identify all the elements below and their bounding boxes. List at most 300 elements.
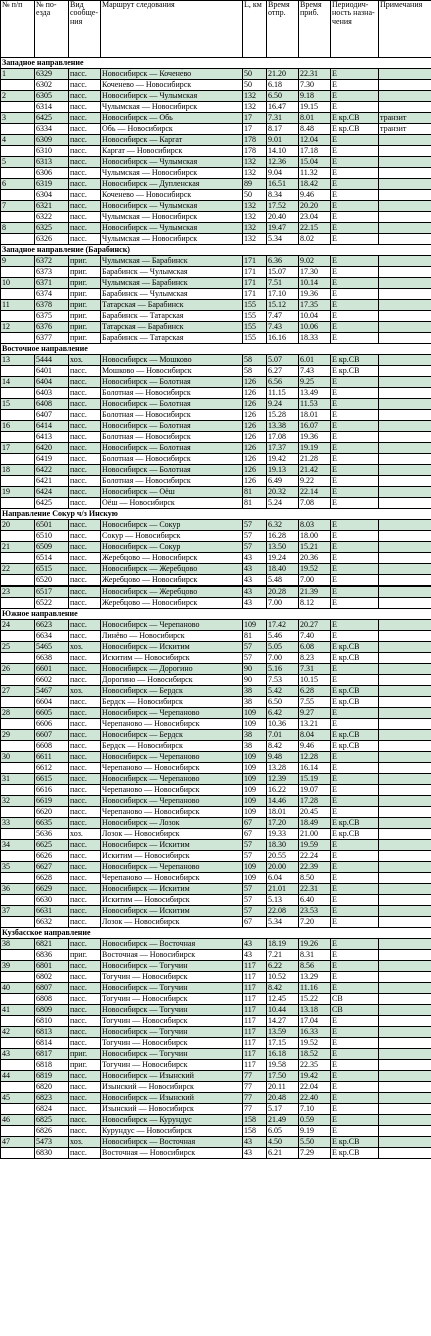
table-row — [1, 476, 431, 487]
cell-departure: 7.31 — [267, 113, 299, 124]
col-header-distance: L, км — [243, 1, 267, 58]
cell-departure: 6.50 — [267, 91, 299, 102]
cell-train: 6515 — [35, 564, 69, 575]
cell-notes — [379, 1016, 431, 1027]
table-row — [1, 1016, 431, 1027]
cell-distance: 90 — [243, 664, 267, 675]
cell-number: 34 — [1, 840, 35, 851]
cell-notes — [379, 465, 431, 476]
cell-route: Новосибирск — Бердск — [101, 686, 243, 697]
cell-route: Новосибирск — Искитим — [101, 906, 243, 917]
cell-number — [1, 873, 35, 884]
cell-frequency: Е — [331, 333, 379, 344]
cell-frequency: Е — [331, 785, 379, 796]
cell-departure: 5.16 — [267, 664, 299, 675]
cell-number — [1, 807, 35, 818]
cell-train: 6302 — [35, 80, 69, 91]
cell-notes — [379, 454, 431, 465]
table-row — [1, 399, 431, 410]
col-header-number: № п/п — [1, 1, 35, 58]
cell-notes — [379, 553, 431, 564]
cell-frequency: Е — [331, 664, 379, 675]
cell-distance: 43 — [243, 939, 267, 950]
table-row — [1, 840, 431, 851]
cell-arrival: 18.49 — [299, 818, 331, 829]
cell-distance: 171 — [243, 256, 267, 267]
cell-departure: 17.50 — [267, 1071, 299, 1082]
cell-distance: 50 — [243, 69, 267, 80]
cell-arrival: 9.46 — [299, 741, 331, 752]
table-row — [1, 1137, 431, 1148]
cell-departure: 5.24 — [267, 498, 299, 509]
table-row — [1, 311, 431, 322]
cell-distance: 132 — [243, 91, 267, 102]
cell-distance: 57 — [243, 542, 267, 553]
cell-frequency: Е — [331, 895, 379, 906]
cell-arrival: 21.00 — [299, 829, 331, 840]
cell-frequency: Е — [331, 972, 379, 983]
cell-route: Бердск — Новосибирск — [101, 741, 243, 752]
cell-train: 6377 — [35, 333, 69, 344]
cell-arrival: 8.01 — [299, 113, 331, 124]
cell-train: 6371 — [35, 278, 69, 289]
cell-departure: 13.28 — [267, 763, 299, 774]
cell-notes — [379, 421, 431, 432]
cell-notes — [379, 697, 431, 708]
cell-notes — [379, 311, 431, 322]
cell-arrival: 6.01 — [299, 355, 331, 366]
cell-number: 12 — [1, 322, 35, 333]
cell-notes: транзит — [379, 124, 431, 135]
cell-type: пасс. — [69, 807, 101, 818]
table-row — [1, 520, 431, 531]
cell-train: 6814 — [35, 1038, 69, 1049]
cell-notes — [379, 179, 431, 190]
cell-type: пасс. — [69, 586, 101, 598]
cell-departure: 6.42 — [267, 708, 299, 719]
cell-frequency: Е — [331, 851, 379, 862]
cell-number — [1, 212, 35, 223]
cell-train: 6629 — [35, 884, 69, 895]
table-row — [1, 653, 431, 664]
cell-number — [1, 851, 35, 862]
table-row — [1, 1104, 431, 1115]
cell-notes — [379, 80, 431, 91]
cell-frequency: Е — [331, 564, 379, 575]
table-row — [1, 1126, 431, 1137]
cell-notes — [379, 333, 431, 344]
cell-type: пасс. — [69, 80, 101, 91]
cell-train: 6619 — [35, 796, 69, 807]
cell-type: пасс. — [69, 146, 101, 157]
cell-arrival: 22.15 — [299, 223, 331, 234]
cell-distance: 155 — [243, 311, 267, 322]
cell-distance: 50 — [243, 80, 267, 91]
cell-arrival: 8.48 — [299, 124, 331, 135]
cell-route: Новосибирск — Восточная — [101, 939, 243, 950]
cell-train: 6322 — [35, 212, 69, 223]
cell-departure: 15.07 — [267, 267, 299, 278]
table-row — [1, 972, 431, 983]
cell-number: 32 — [1, 796, 35, 807]
cell-train: 6510 — [35, 531, 69, 542]
cell-train: 6608 — [35, 741, 69, 752]
cell-number: 41 — [1, 1005, 35, 1016]
cell-arrival: 7.20 — [299, 917, 331, 928]
cell-number: 2 — [1, 91, 35, 102]
cell-train: 6612 — [35, 763, 69, 774]
table-row — [1, 410, 431, 421]
cell-train: 6620 — [35, 807, 69, 818]
cell-frequency: Е — [331, 807, 379, 818]
cell-departure: 19.47 — [267, 223, 299, 234]
cell-notes — [379, 906, 431, 917]
cell-notes — [379, 300, 431, 311]
cell-frequency: Е — [331, 278, 379, 289]
cell-train: 5636 — [35, 829, 69, 840]
cell-arrival: 6.28 — [299, 686, 331, 697]
cell-type: пасс. — [69, 542, 101, 553]
cell-frequency: Е — [331, 168, 379, 179]
cell-route: Изынский — Новосибирск — [101, 1104, 243, 1115]
cell-frequency: Е — [331, 983, 379, 994]
cell-arrival: 7.08 — [299, 498, 331, 509]
cell-distance: 117 — [243, 1038, 267, 1049]
cell-frequency: Е кр.СВ — [331, 355, 379, 366]
cell-route: Новосибирск — Обь — [101, 113, 243, 124]
cell-arrival: 15.19 — [299, 774, 331, 785]
cell-number: 46 — [1, 1115, 35, 1126]
cell-arrival: 22.31 — [299, 884, 331, 895]
cell-number: 38 — [1, 939, 35, 950]
cell-frequency: Е — [331, 553, 379, 564]
cell-route: Восточная — Новосибирск — [101, 950, 243, 961]
table-row — [1, 807, 431, 818]
cell-notes — [379, 520, 431, 531]
cell-departure: 19.13 — [267, 465, 299, 476]
table-row — [1, 91, 431, 102]
cell-departure: 12.45 — [267, 994, 299, 1005]
cell-train: 6374 — [35, 289, 69, 300]
cell-distance: 57 — [243, 653, 267, 664]
table-row — [1, 906, 431, 917]
cell-number — [1, 1126, 35, 1137]
cell-type: пасс. — [69, 752, 101, 763]
cell-type: пасс. — [69, 520, 101, 531]
cell-number: 40 — [1, 983, 35, 994]
cell-type: пасс. — [69, 906, 101, 917]
cell-frequency: Е — [331, 1115, 379, 1126]
cell-number: 28 — [1, 708, 35, 719]
cell-notes — [379, 708, 431, 719]
cell-type: пасс. — [69, 785, 101, 796]
cell-notes — [379, 355, 431, 366]
cell-distance: 132 — [243, 157, 267, 168]
cell-type: пасс. — [69, 1005, 101, 1016]
table-row — [1, 498, 431, 509]
cell-type: пасс. — [69, 366, 101, 377]
cell-number — [1, 1038, 35, 1049]
cell-arrival: 6.40 — [299, 895, 331, 906]
cell-frequency: Е — [331, 311, 379, 322]
cell-train: 6616 — [35, 785, 69, 796]
cell-train: 6326 — [35, 234, 69, 245]
cell-notes — [379, 851, 431, 862]
cell-route: Новосибирск — Кочене́во — [101, 69, 243, 80]
cell-arrival: 18.00 — [299, 531, 331, 542]
cell-notes — [379, 91, 431, 102]
cell-frequency: Е — [331, 289, 379, 300]
table-row — [1, 531, 431, 542]
cell-route: Новосибирск — Черепаново — [101, 708, 243, 719]
cell-arrival: 15.21 — [299, 542, 331, 553]
cell-frequency: Е — [331, 1093, 379, 1104]
table-row — [1, 432, 431, 443]
cell-distance: 126 — [243, 454, 267, 465]
cell-frequency: Е — [331, 388, 379, 399]
cell-distance: 57 — [243, 906, 267, 917]
cell-number: 21 — [1, 542, 35, 553]
cell-distance: 171 — [243, 278, 267, 289]
cell-number: 9 — [1, 256, 35, 267]
cell-departure: 8.17 — [267, 124, 299, 135]
cell-distance: 57 — [243, 520, 267, 531]
cell-route: Новосибирск — Изынский — [101, 1071, 243, 1082]
table-row — [1, 289, 431, 300]
section-title: Направление Сокур ч/з Инскую — [1, 509, 431, 520]
cell-frequency: Е — [331, 322, 379, 333]
cell-number — [1, 697, 35, 708]
cell-route: Жеребцово — Новосибирск — [101, 575, 243, 587]
cell-departure: 15.12 — [267, 300, 299, 311]
cell-route: Новосибирск — Болотная — [101, 465, 243, 476]
cell-frequency: Е — [331, 862, 379, 873]
cell-departure: 6.04 — [267, 873, 299, 884]
cell-frequency: Е — [331, 840, 379, 851]
cell-train: 6378 — [35, 300, 69, 311]
table-row — [1, 741, 431, 752]
cell-number: 5 — [1, 157, 35, 168]
cell-train: 6826 — [35, 1126, 69, 1137]
cell-frequency: Е кр.СВ — [331, 1137, 379, 1148]
cell-departure: 6.22 — [267, 961, 299, 972]
cell-route: Новосибирск — Курундус — [101, 1115, 243, 1126]
cell-distance: 117 — [243, 1016, 267, 1027]
table-row — [1, 146, 431, 157]
cell-notes — [379, 961, 431, 972]
cell-notes — [379, 774, 431, 785]
cell-frequency: Е — [331, 212, 379, 223]
table-row — [1, 598, 431, 609]
cell-type: приг. — [69, 333, 101, 344]
cell-type: пасс. — [69, 763, 101, 774]
cell-route: Кочене́во — Новосибирск — [101, 190, 243, 201]
cell-notes — [379, 190, 431, 201]
table-row — [1, 961, 431, 972]
cell-arrival: 12.28 — [299, 752, 331, 763]
cell-notes — [379, 741, 431, 752]
cell-train: 6520 — [35, 575, 69, 587]
cell-train: 6420 — [35, 443, 69, 454]
cell-frequency: Е — [331, 80, 379, 91]
cell-route: Чулымская — Барабинск — [101, 256, 243, 267]
cell-departure: 8.42 — [267, 983, 299, 994]
table-row — [1, 983, 431, 994]
cell-type: пасс. — [69, 124, 101, 135]
cell-train: 6514 — [35, 553, 69, 564]
cell-distance: 155 — [243, 322, 267, 333]
cell-number — [1, 917, 35, 928]
cell-frequency: Е кр.СВ — [331, 113, 379, 124]
cell-distance: 17 — [243, 113, 267, 124]
cell-frequency: Е — [331, 906, 379, 917]
cell-arrival: 9.19 — [299, 1126, 331, 1137]
cell-frequency: Е — [331, 1038, 379, 1049]
cell-type: хоз. — [69, 642, 101, 653]
cell-route: Чулымская — Новосибирск — [101, 102, 243, 113]
col-header-route: Маршрут следования — [101, 1, 243, 58]
table-row — [1, 642, 431, 653]
cell-notes — [379, 862, 431, 873]
cell-notes — [379, 278, 431, 289]
cell-train: 6836 — [35, 950, 69, 961]
cell-distance: 117 — [243, 1060, 267, 1071]
cell-frequency: Е — [331, 443, 379, 454]
cell-train: 6404 — [35, 377, 69, 388]
cell-type: пасс. — [69, 388, 101, 399]
cell-route: Жеребцово — Новосибирск — [101, 598, 243, 609]
cell-distance: 126 — [243, 388, 267, 399]
cell-route: Лозок — Новосибирск — [101, 917, 243, 928]
table-row — [1, 774, 431, 785]
cell-frequency: Е — [331, 961, 379, 972]
table-row — [1, 300, 431, 311]
cell-route: Новосибирск — Восточная — [101, 1137, 243, 1148]
cell-arrival: 16.07 — [299, 421, 331, 432]
cell-notes — [379, 1005, 431, 1016]
cell-type: пасс. — [69, 69, 101, 80]
cell-arrival: 22.31 — [299, 69, 331, 80]
cell-distance: 67 — [243, 818, 267, 829]
cell-notes — [379, 267, 431, 278]
cell-notes — [379, 1148, 431, 1159]
cell-frequency: Е — [331, 91, 379, 102]
cell-arrival: 19.52 — [299, 1038, 331, 1049]
cell-type: пасс. — [69, 840, 101, 851]
cell-distance: 132 — [243, 234, 267, 245]
cell-distance: 43 — [243, 564, 267, 575]
cell-type: пасс. — [69, 818, 101, 829]
cell-distance: 57 — [243, 840, 267, 851]
cell-distance: 178 — [243, 135, 267, 146]
cell-notes — [379, 1126, 431, 1137]
cell-departure: 13.59 — [267, 1027, 299, 1038]
cell-number: 42 — [1, 1027, 35, 1038]
cell-notes — [379, 785, 431, 796]
cell-departure: 6.56 — [267, 377, 299, 388]
cell-arrival: 19.52 — [299, 564, 331, 575]
table-row — [1, 730, 431, 741]
cell-distance: 132 — [243, 201, 267, 212]
cell-train: 5473 — [35, 1137, 69, 1148]
cell-number — [1, 432, 35, 443]
cell-notes — [379, 443, 431, 454]
cell-distance: 58 — [243, 366, 267, 377]
cell-departure: 6.27 — [267, 366, 299, 377]
cell-arrival: 19.15 — [299, 102, 331, 113]
cell-train: 6376 — [35, 322, 69, 333]
table-row — [1, 1148, 431, 1159]
cell-route: Барабинск — Татарская — [101, 333, 243, 344]
cell-notes — [379, 399, 431, 410]
cell-distance: 43 — [243, 950, 267, 961]
cell-departure: 16.18 — [267, 1049, 299, 1060]
cell-route: Жеребцово — Новосибирск — [101, 553, 243, 564]
cell-train: 6501 — [35, 520, 69, 531]
cell-departure: 17.52 — [267, 201, 299, 212]
cell-frequency: Е — [331, 531, 379, 542]
cell-type: пасс. — [69, 575, 101, 587]
cell-route: Болотная — Новосибирск — [101, 410, 243, 421]
cell-departure: 17.20 — [267, 818, 299, 829]
cell-notes — [379, 223, 431, 234]
cell-arrival: 15.04 — [299, 157, 331, 168]
cell-route: Дорогино — Новосибирск — [101, 675, 243, 686]
cell-train: 6517 — [35, 586, 69, 598]
cell-train: 6305 — [35, 91, 69, 102]
cell-route: Новосибирск — Черепаново — [101, 862, 243, 873]
cell-type: пасс. — [69, 179, 101, 190]
cell-departure: 12.36 — [267, 157, 299, 168]
cell-departure: 19.58 — [267, 1060, 299, 1071]
cell-train: 6615 — [35, 774, 69, 785]
cell-route: Новосибирск — Черепаново — [101, 752, 243, 763]
cell-train: 6817 — [35, 1049, 69, 1060]
cell-number: 4 — [1, 135, 35, 146]
cell-frequency: Е — [331, 796, 379, 807]
cell-distance: 109 — [243, 807, 267, 818]
cell-type: пасс. — [69, 454, 101, 465]
table-row — [1, 873, 431, 884]
cell-type: пасс. — [69, 675, 101, 686]
cell-notes — [379, 664, 431, 675]
section-row — [1, 609, 431, 620]
cell-departure: 20.11 — [267, 1082, 299, 1093]
cell-train: 5467 — [35, 686, 69, 697]
cell-number: 1 — [1, 69, 35, 80]
cell-type: приг. — [69, 1049, 101, 1060]
header-row — [1, 1, 431, 58]
cell-departure: 6.32 — [267, 520, 299, 531]
cell-number: 10 — [1, 278, 35, 289]
cell-departure: 20.32 — [267, 487, 299, 498]
table-row — [1, 1071, 431, 1082]
cell-arrival: 8.31 — [299, 950, 331, 961]
cell-departure: 7.51 — [267, 278, 299, 289]
table-row — [1, 69, 431, 80]
cell-train: 6623 — [35, 620, 69, 631]
cell-number: 47 — [1, 1137, 35, 1148]
cell-type: пасс. — [69, 91, 101, 102]
cell-distance: 126 — [243, 432, 267, 443]
cell-route: Тогучин — Новосибирск — [101, 972, 243, 983]
cell-route: Татарская — Барабинск — [101, 322, 243, 333]
cell-frequency: Е — [331, 476, 379, 487]
cell-distance: 43 — [243, 598, 267, 609]
cell-frequency: Е — [331, 950, 379, 961]
cell-train: 6425 — [35, 498, 69, 509]
cell-type: пасс. — [69, 697, 101, 708]
